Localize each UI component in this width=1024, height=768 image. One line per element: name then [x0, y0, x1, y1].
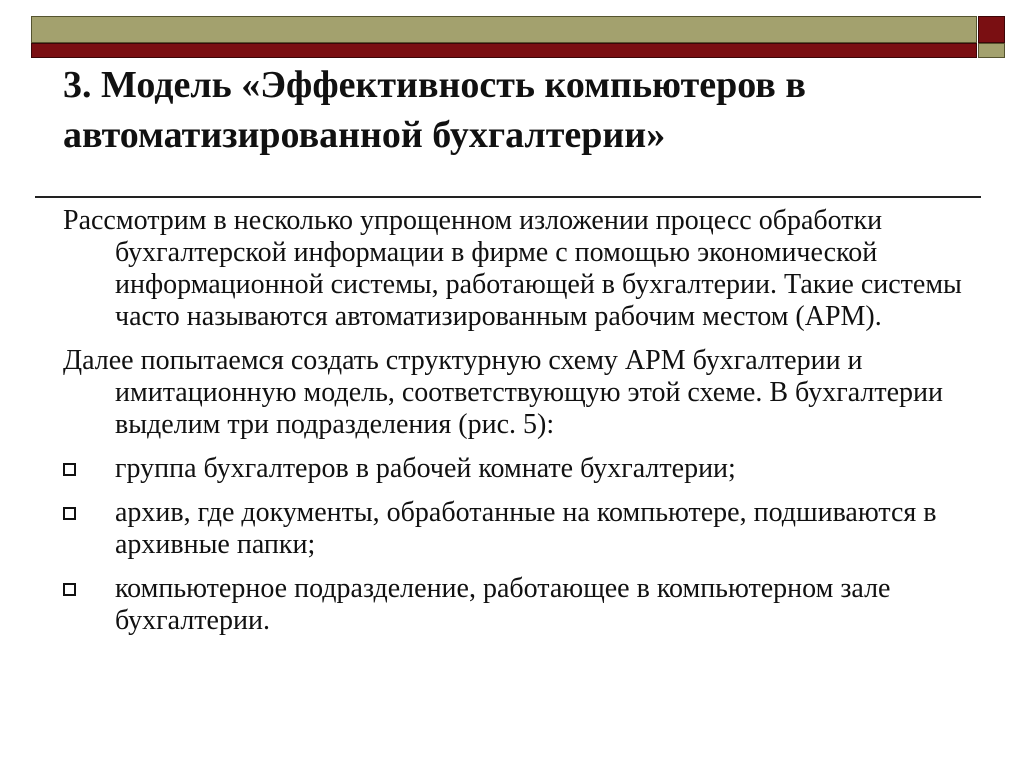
- bullet-text: группа бухгалтеров в рабочей комнате бухгалтерии;: [115, 453, 736, 484]
- header-bar-maroon: [31, 43, 977, 58]
- bullet-item: [63, 573, 993, 637]
- title-divider: [35, 196, 981, 198]
- body-paragraph: Далее попытаемся создать структурную схему АРМ бухгалтерии и имитационную модель, соответствующую этой схеме. В бухгалтерии выделим три подразделения (рис. 5):: [63, 345, 943, 440]
- slide-body: [63, 205, 993, 649]
- body-paragraph: Рассмотрим в несколько упрощенном изложении процесс обработки бухгалтерской информации в фирме с помощью экономической информационной системы, работающей в бухгалтерии. Такие системы часто называются автоматизированным рабочим местом (АРМ).: [63, 205, 962, 332]
- corner-square-maroon: [978, 16, 1005, 43]
- hollow-square-icon: [63, 583, 76, 596]
- bullet-text: архив, где документы, обработанные на компьютере, подшиваются в архивные папки;: [115, 497, 937, 560]
- hollow-square-icon: [63, 507, 76, 520]
- header-bar-olive: [31, 16, 977, 43]
- hollow-square-icon: [63, 463, 76, 476]
- bullet-item: [63, 497, 993, 561]
- bullet-text: компьютерное подразделение, работающее в компьютерном зале бухгалтерии.: [115, 573, 891, 636]
- slide-title: 3. Модель «Эффективность компьютеров в автоматизированной бухгалтерии»: [63, 64, 806, 156]
- corner-square-olive: [978, 43, 1005, 58]
- bullet-item: [63, 453, 993, 485]
